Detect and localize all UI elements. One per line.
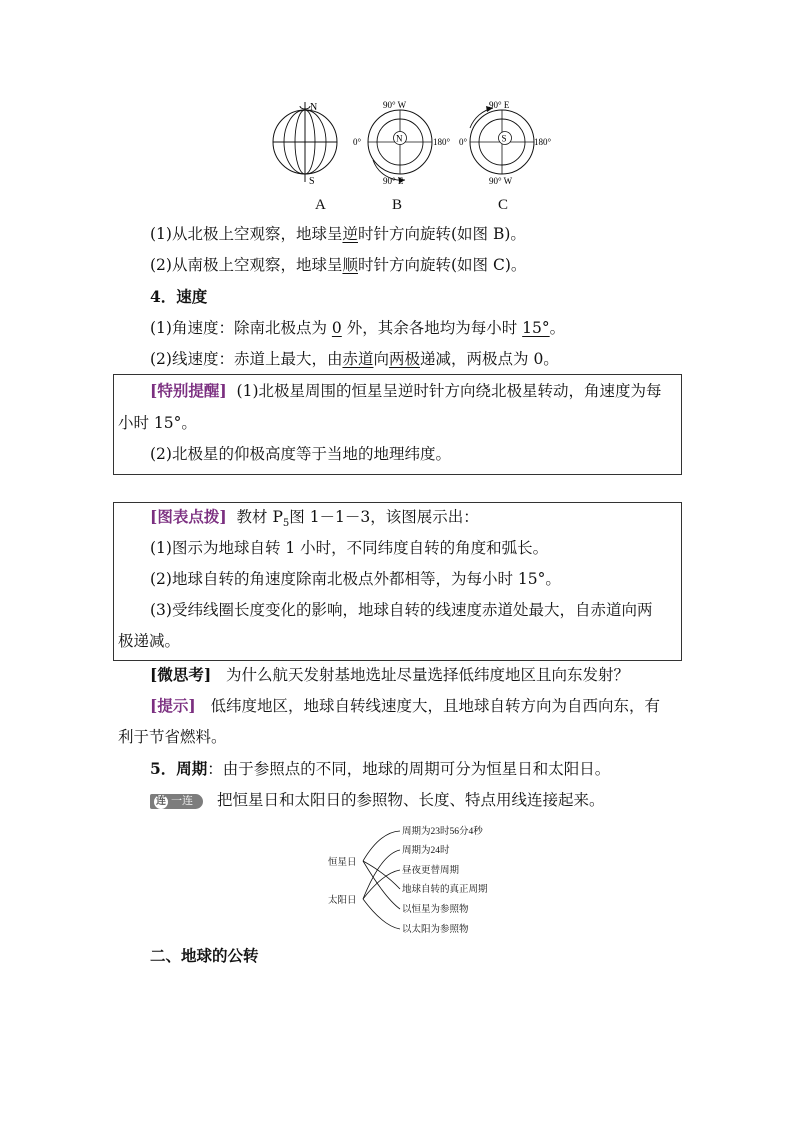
tip-line-1: [特别提醒] (1)北极星周围的恒星呈逆时针方向绕北极星转动，角速度为每 (150, 381, 662, 400)
svg-text:90° E: 90° E (489, 100, 510, 110)
linear-speed: (2)线速度：赤道上最大，由赤道向两极递减，两极点为 0。 (150, 350, 559, 368)
connect-badge-icon: 连 (156, 796, 166, 807)
south-label: S (309, 176, 315, 187)
chart-line-1: [图表点拨] 教材 $P_5$图 1－1－3，该图展示出： (150, 507, 479, 530)
hint-tag: [提示] (150, 696, 196, 715)
svg-text:90° E: 90° E (383, 176, 404, 186)
tip-line-3: (2)北极星的仰极高度等于当地的地理纬度。 (150, 445, 451, 463)
section-2-heading: 二、地球的公转 (150, 946, 259, 965)
figure-label-a: A (315, 197, 326, 213)
svg-text:0°: 0° (459, 137, 468, 147)
chart-line-3: (2)地球自转的角速度除南北极点外都相等，为每小时 15°。 (150, 570, 561, 588)
tip-line-2: 小时 15°。 (118, 414, 197, 432)
left-solar-day: 太阳日 (328, 896, 357, 906)
svg-text:180°: 180° (433, 137, 451, 147)
period-line: 5．周期：由于参照点的不同，地球的周期可分为恒星日和太阳日。 (150, 759, 611, 778)
svg-text:90° W: 90° W (383, 100, 407, 110)
right-item-5: 以恒星为参照物 (402, 905, 469, 915)
period-heading: 5．周期 (150, 759, 208, 778)
right-item-1: 周期为23时56分4秒 (402, 827, 483, 837)
matching-diagram (325, 818, 525, 940)
hint-line-2: 利于节省燃料。 (118, 728, 227, 746)
speed-heading: 4．速度 (150, 287, 208, 306)
think-question: [微思考] 为什么航天发射基地选址尽量选择低纬度地区且向东发射？ (150, 665, 629, 684)
right-item-4: 地球自转的真正周期 (402, 885, 488, 895)
figure-label-b: B (392, 197, 403, 213)
north-label: N (310, 102, 318, 113)
polar-view-north (353, 100, 451, 186)
rotation-south: (2)从南极上空观察，地球呈顺时针方向旋转(如图 C)。 (150, 256, 527, 274)
rotation-figure (255, 98, 565, 190)
right-item-3: 昼夜更替周期 (402, 866, 460, 876)
connect-badge: 连 一连 (150, 794, 203, 809)
chart-line-2: (1)图示为地球自转 1 小时，不同纬度自转的角度和弧长。 (150, 539, 549, 557)
angular-speed: (1)角速度：除南北极点为 0 外，其余各地均为每小时 15°。 (150, 319, 566, 337)
connecting-lines (363, 831, 400, 929)
polar-view-south (459, 100, 552, 186)
svg-text:S: S (501, 133, 507, 144)
right-item-6: 以太阳为参照物 (402, 925, 469, 935)
right-item-2: 周期为24时 (402, 846, 450, 856)
tip-tag: [特别提醒] (150, 381, 227, 400)
svg-text:0°: 0° (353, 137, 362, 147)
globe-a (273, 102, 337, 187)
think-tag: [微思考] (150, 665, 212, 684)
chart-line-5: 极递减。 (118, 632, 181, 650)
left-sidereal-day: 恒星日 (328, 858, 357, 868)
connect-instruction: 连 一连 把恒星日和太阳日的参照物、长度、特点用线连接起来。 (150, 790, 605, 810)
rotation-north: (1)从北极上空观察，地球呈逆时针方向旋转(如图 B)。 (150, 225, 526, 243)
chart-tag: [图表点拨] (150, 507, 227, 526)
svg-text:180°: 180° (534, 137, 552, 147)
svg-text:90° W: 90° W (489, 176, 513, 186)
chart-line-4: (3)受纬线圈长度变化的影响，地球自转的线速度赤道处最大，自赤道向两 (150, 601, 653, 619)
hint-line-1: [提示] 低纬度地区，地球自转线速度大，且地球自转方向为自西向东，有 (150, 696, 660, 715)
svg-text:N: N (396, 133, 403, 144)
figure-label-c: C (498, 197, 509, 213)
